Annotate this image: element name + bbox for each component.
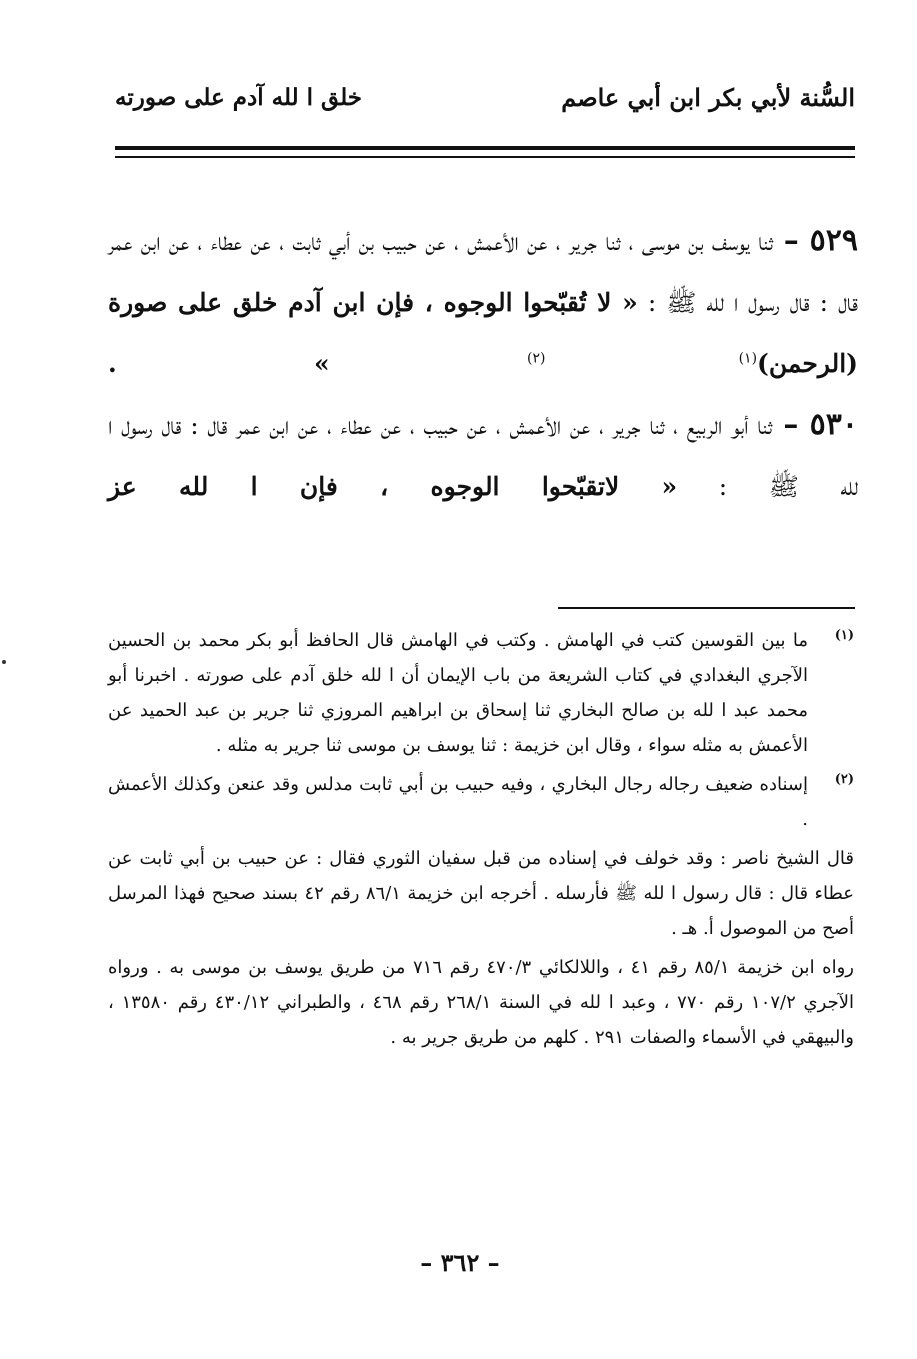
header-rule-thin [115, 156, 855, 158]
hadith-number: ٥٣٠ [809, 407, 858, 442]
footnote-2 [108, 767, 854, 837]
hadith-529 [108, 210, 858, 394]
hadith-number: ٥٢٩ [809, 223, 858, 258]
hadith-530 [108, 394, 858, 517]
running-header [115, 72, 855, 122]
footnote-marks: (١) (٢) [527, 350, 758, 367]
hadith-dash: – [772, 223, 810, 258]
margin-mark [2, 660, 6, 664]
book-title: السُّنة لأبي بكر ابن أبي عاصم [561, 82, 855, 112]
footnote-mark: (١) [834, 628, 854, 643]
footnote-mark: (٢) [834, 772, 854, 787]
chapter-title: خلق ا لله آدم على صورته [115, 83, 363, 111]
footnote-text: إسناده ضعيف رجاله رجال البخاري ، وفيه حبيب بن أبي ثابت مدلس وقد عنعن وكذلك الأعمش . [108, 774, 808, 830]
hadith-isnad: ثنا يوسف بن موسى ، ثنا جرير ، عن الأعمش ، عن حبيب بن أبي ثابت ، عن عطاء ، عن ابن عمر قال : قال رسول ا لله ﷺ : [108, 227, 858, 317]
hadith-matn: « لاتقبّحوا الوجوه ، فإن ا لله عز [108, 472, 678, 501]
footnotes [108, 623, 854, 1059]
page-number: – ٣٦٢ – [420, 1248, 500, 1277]
footnote-paragraph-takhrij: رواه ابن خزيمة ٨٥/١ رقم ٤١ ، واللالكائي ٤٧٠/٣ رقم ٧١٦ من طريق يوسف بن موسى به . ورواه الآجري ١٠٧/٢ رقم ٧٧٠ ، وعبد ا لله في السنة ٢٦٨/١ رقم ٤٦٨ ، والطبراني ٤٣٠/١٢ رقم ١٣٥٨٠ ، والبيهقي في الأسماء والصفات ٢٩١ . كلهم من طريق جرير به . [108, 957, 854, 1048]
main-text [108, 210, 858, 517]
footnote-separator [558, 607, 855, 609]
footnote-text: ما بين القوسين كتب في الهامش . وكتب في الهامش قال الحافظ أبو بكر محمد بن الحسين الآجري البغدادي في كتاب الشريعة من باب الإيمان أن ا لله خلق آدم على صورته . اخبرنا أبو محمد عبد ا لله بن صالح البخاري ثنا إسحاق بن ابراهيم المروزي ثنا جرير بن عبد الحميد عن الأعمش به مثله سواء ، وقال ابن خزيمة : ثنا يوسف بن موسى ثنا جرير به مثله . [108, 630, 808, 756]
footnote-paragraph-nasir: قال الشيخ ناصر : وقد خولف في إسناده من قبل سفيان الثوري فقال : عن حبيب بن أبي ثابت عن عطاء قال : قال رسول ا لله ﷺ فأرسله . أخرجه ابن خزيمة ٨٦/١ رقم ٤٢ بسند صحيح فهذا المرسل أصح من الموصول أ. هـ . [108, 848, 854, 939]
hadith-isnad: ثنا أبو الربيع ، ثنا جرير ، عن الأعمش ، عن حبيب ، عن عطاء ، عن ابن عمر قال : قال رسول ا لله ﷺ : [108, 411, 859, 501]
hadith-close: » . [108, 349, 528, 378]
footnote-1 [108, 623, 854, 763]
header-rule-thick [115, 146, 855, 150]
hadith-matn: « لا تُقبّحوا الوجوه ، فإن ابن آدم خلق على صورة (الرحمن) [108, 288, 858, 378]
hadith-dash: – [772, 407, 810, 442]
